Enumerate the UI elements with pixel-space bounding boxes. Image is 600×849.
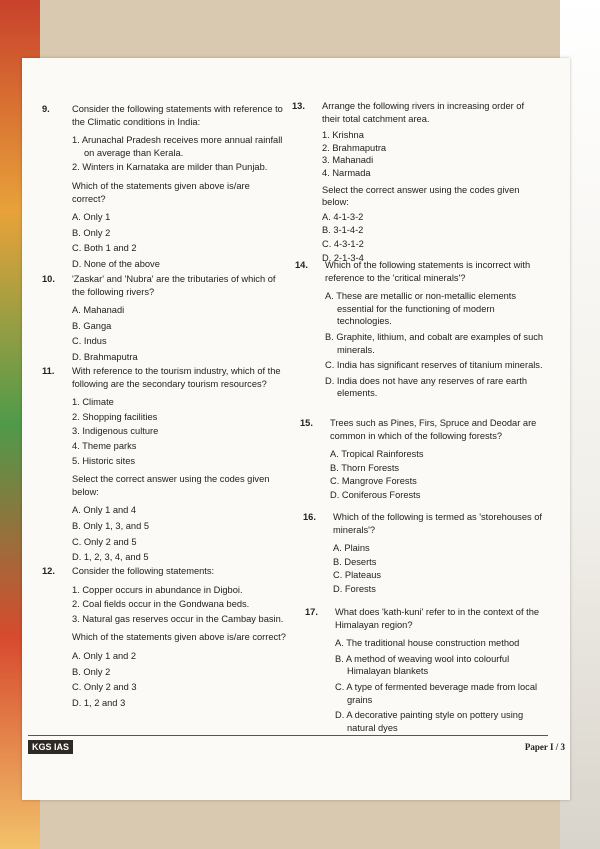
statement: 1. Arunachal Pradesh receives more annual rainfall on average than Kerala. [72,135,283,158]
question-text: Which of the following statements is incorrect with reference to the 'critical minerals'? [325,260,531,283]
statement: 1. Krishna [322,130,364,141]
option: A. 4-1-3-2 [322,211,364,222]
option: B. Only 1, 3, and 5 [72,520,150,531]
option-list [72,504,292,563]
question-number: 12. [42,566,55,576]
option-list [72,211,285,270]
option: B. Deserts [333,556,377,567]
question-10 [42,273,285,367]
option-list [335,637,553,734]
option: C. Plateaus [333,570,382,581]
question-number: 10. [42,274,55,284]
question-text: Trees such as Pines, Firs, Spruce and Deodar are common in which of the following forests? [330,418,537,441]
option: B. 3-1-4-2 [322,225,364,236]
option-list [72,304,285,363]
option: C. Only 2 and 5 [72,536,137,547]
question-number: 13. [292,101,305,111]
question-text: Arrange the following rivers in increasing order of their total catchment area. [322,101,525,124]
option: A. The traditional house construction method [335,638,520,649]
statement-list [72,134,285,174]
option-list [325,290,547,400]
option: C. India has significant reserves of titanium minerals. [325,360,543,371]
option: B. Graphite, lithium, and cobalt are examples of such minerals. [325,331,544,355]
question-12 [42,565,297,712]
statement: 5. Historic sites [72,455,136,466]
question-text: 'Zaskar' and 'Nubra' are the tributaries of which of the following rivers? [72,274,276,297]
option: C. Both 1 and 2 [72,243,137,254]
option-list [322,211,542,264]
option: A. Only 1 and 2 [72,650,137,661]
option: C. Only 2 and 3 [72,682,137,693]
question-number: 11. [42,366,55,376]
option: D. 1, 2 and 3 [72,697,126,708]
question-11 [42,365,292,567]
question-number: 16. [303,512,316,522]
statement: 3. Mahanadi [322,155,374,166]
option: A. These are metallic or non-metallic elements essential for the functioning of modern technologies. [325,291,517,327]
statement: 3. Indigenous culture [72,426,159,437]
option: C. Indus [72,336,107,347]
option: A. Only 1 [72,212,111,223]
footer-divider [28,735,548,736]
question-subtext: Select the correct answer using the codes given below: [72,474,270,497]
option: D. 2-1-3-4 [322,252,364,263]
option: A. Tropical Rainforests [330,449,424,460]
option: D. Coniferous Forests [330,489,421,500]
option: D. Forests [333,583,376,594]
statement: 1. Copper occurs in abundance in Digboi. [72,584,243,595]
option: B. Only 2 [72,666,111,677]
option: D. None of the above [72,258,160,269]
question-15 [300,417,547,503]
question-subtext: Select the correct answer using the codes given below: [322,184,520,208]
question-number: 14. [295,260,308,270]
option: A. Mahanadi [72,305,125,316]
statement: 2. Shopping facilities [72,411,158,422]
question-14 [295,259,547,403]
option: B. A method of weaving wool into colourful Himalayan blankets [335,653,510,677]
statement: 2. Winters in Karnataka are milder than Punjab. [72,162,268,173]
question-subtext: Which of the statements given above is/are correct? [72,180,250,204]
option: A. Plains [333,543,370,554]
option: D. A decorative painting style on pottery using natural dyes [335,710,524,733]
option: C. Mangrove Forests [330,476,417,487]
statement: 2. Coal fields occur in the Gondwana beds. [72,599,250,610]
question-text: What does 'kath-kuni' refer to in the context of the Himalayan region? [335,607,540,630]
question-number: 15. [300,418,313,428]
statement-list [322,129,542,179]
question-16 [303,511,547,597]
question-number: 17. [305,607,318,617]
option: B. Thorn Forests [330,462,400,473]
question-17 [305,606,553,737]
statement: 4. Narmada [322,167,371,178]
option: D. Brahmaputra [72,351,138,362]
option-list [333,542,547,595]
kgs-ias-logo [28,740,73,754]
option: B. Ganga [72,320,112,331]
statement: 2. Brahmaputra [322,142,387,153]
statement-list [72,584,297,626]
option-list [72,650,297,709]
option: D. 1, 2, 3, 4, and 5 [72,552,149,563]
statement: 4. Theme parks [72,440,137,451]
question-13 [292,100,542,265]
question-text: Which of the following is termed as 'storehouses of minerals'? [333,512,542,535]
option: C. 4-3-1-2 [322,238,364,249]
statement: 3. Natural gas reserves occur in the Cambay basin. [72,613,284,624]
option: B. Only 2 [72,227,111,238]
option: D. India does not have any reserves of rare earth elements. [325,375,528,399]
page-number: Paper I / 3 [524,742,565,752]
question-number: 9. [42,104,50,114]
option: A. Only 1 and 4 [72,505,137,516]
statement-list [72,396,292,467]
logo-text: KGS IAS [32,742,70,752]
option-list [330,448,547,501]
question-text: Consider the following statements with reference to the Climatic conditions in India: [72,104,283,127]
question-subtext: Which of the statements given above is/are correct? [72,632,286,643]
question-text: Consider the following statements: [72,566,215,576]
question-text: With reference to the tourism industry, which of the following are the secondary tourism resources? [72,366,281,389]
statement: 1. Climate [72,397,114,408]
question-9 [42,103,285,274]
option: C. A type of fermented beverage made from local grains [335,681,538,705]
